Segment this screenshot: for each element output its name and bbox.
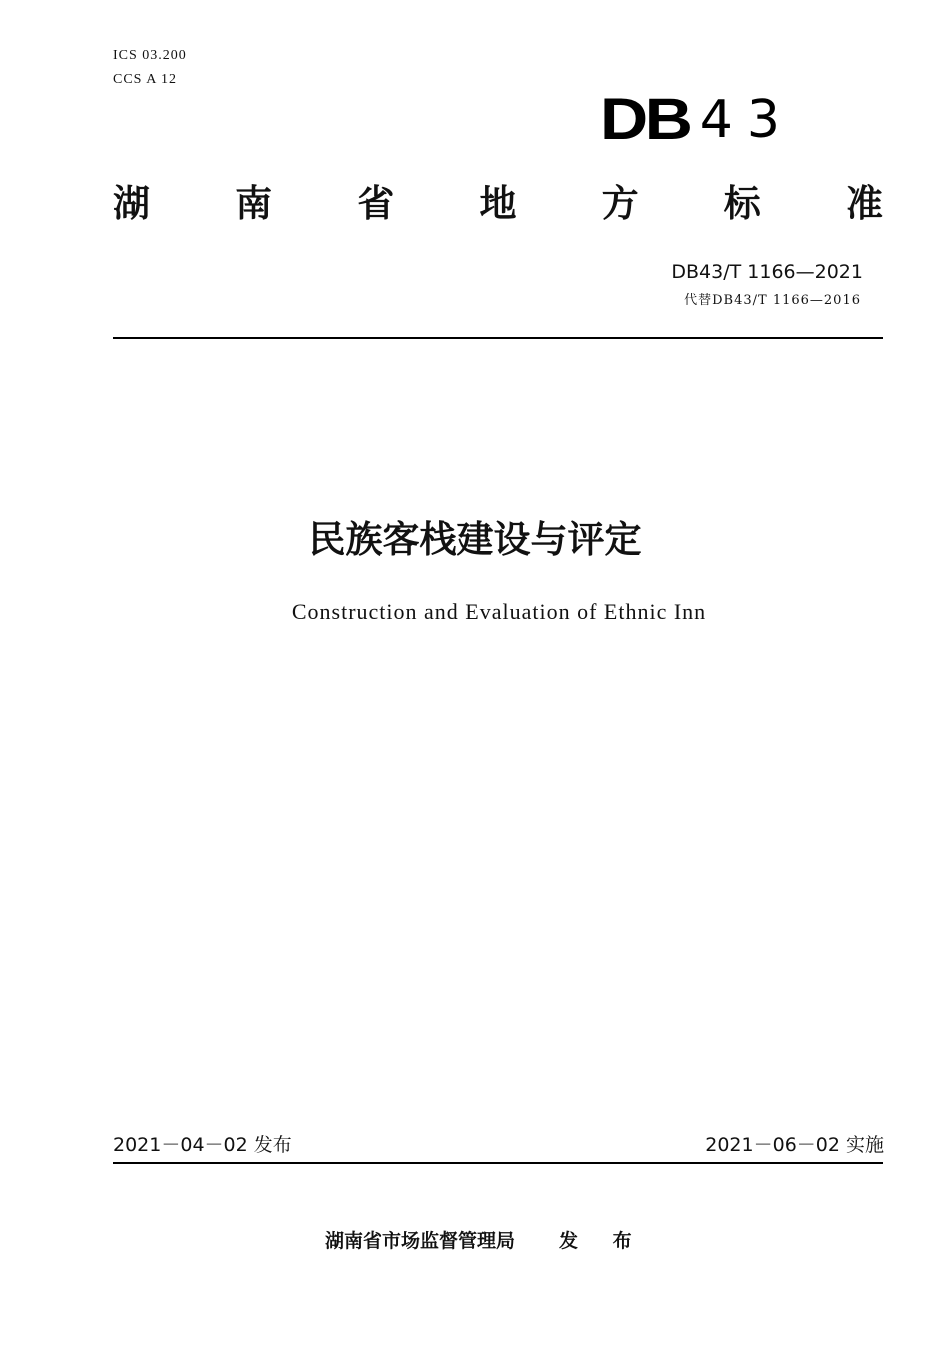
bottom-divider [113,1162,883,1164]
province-number: 43 [699,90,794,150]
ics-code: ICS 03.200 [113,48,187,63]
issuer-line [325,1228,646,1254]
issuing-authority: 湖南省市场监督管理局 [325,1230,516,1252]
db-logo [600,87,794,152]
standard-type-char: 南 [235,182,273,225]
standard-type-char: 湖 [113,182,150,225]
publish-date: 2021－04－02 发布 [113,1134,292,1156]
document-title-chinese: 民族客栈建设与评定 [308,518,642,561]
implementation-date: 2021－06－02 实施 [705,1134,884,1156]
standard-type-char: 方 [601,182,639,225]
standard-type [113,180,883,228]
standard-code: DB43/T 1166—2021 [671,261,863,283]
top-divider [113,337,883,339]
issue-label: 发 布 [559,1230,646,1252]
document-title-english: Construction and Evaluation of Ethnic Inn [291,599,707,624]
standard-type-char: 标 [723,182,761,225]
standard-type-char: 省 [357,182,395,225]
standard-type-char: 地 [479,182,517,225]
db-mark: DB [600,87,690,152]
standard-type-char: 准 [845,182,883,225]
classification-codes [113,44,187,92]
ccs-code: CCS A 12 [113,72,178,87]
replaced-standard: 代替DB43/T 1166—2016 [684,293,861,308]
